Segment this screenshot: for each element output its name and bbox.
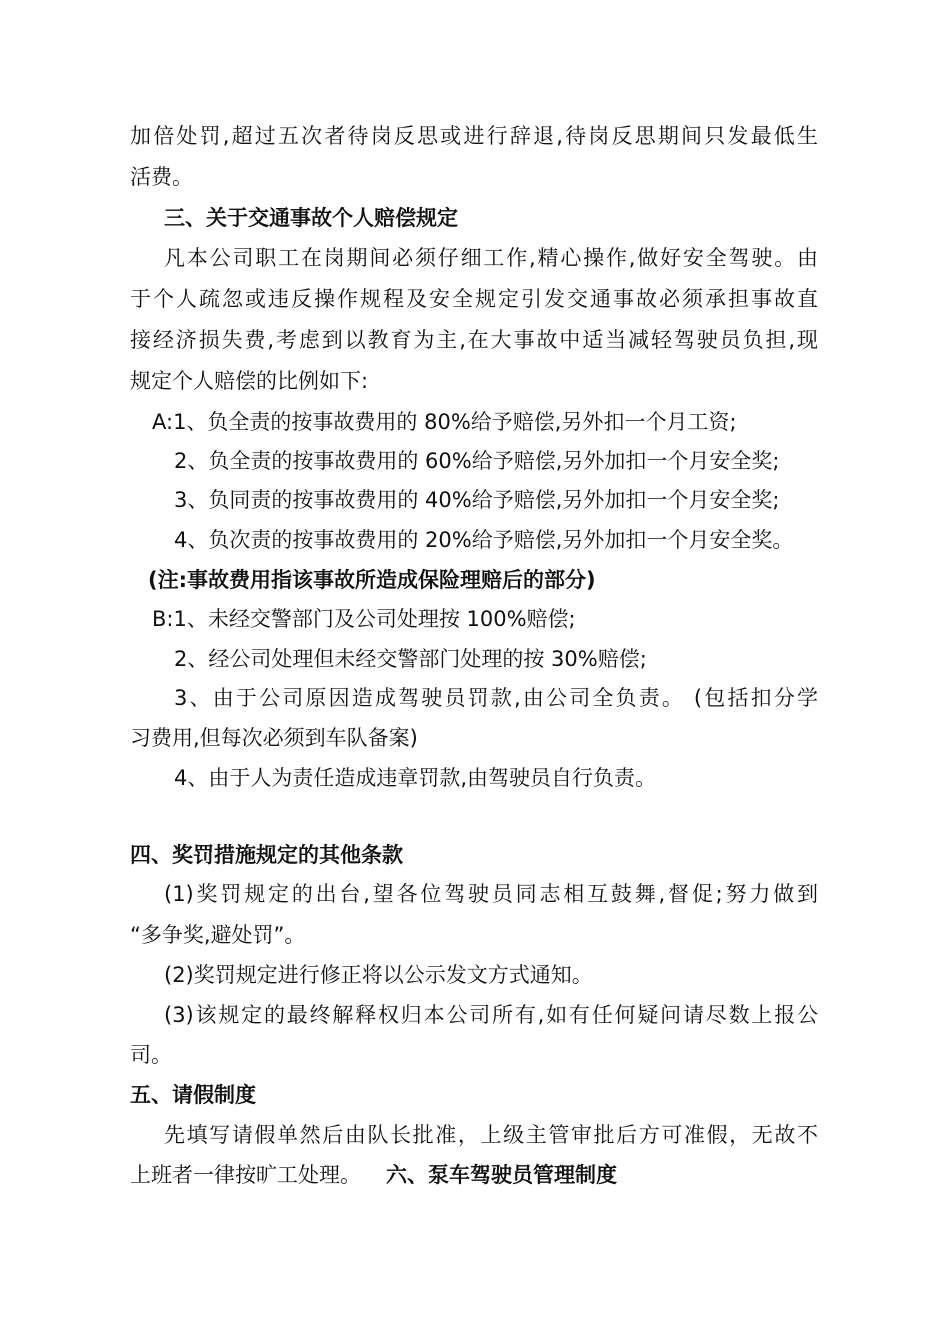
section-heading-3: 三、关于交通事故个人赔偿规定 [164,206,458,230]
list-item: A:1、负全责的按事故费用的 80%给予赔偿,另外扣一个月工资; [152,410,737,434]
paragraph-line: 习费用,但每次必须到车队备案) [130,726,418,750]
paragraph-line: 司。 [130,1043,172,1067]
paragraph-line: 规定个人赔偿的比例如下: [130,369,369,393]
list-item: (1)奖罚规定的出台,望各位驾驶员同志相互鼓舞,督促;努力做到 [164,882,818,906]
list-item: B:1、未经交警部门及公司处理按 100%赔偿; [152,607,576,631]
section-heading-6: 六、泵车驾驶员管理制度 [386,1163,617,1187]
list-item: 2、经公司处理但未经交警部门处理的按 30%赔偿; [174,647,647,671]
list-item: (2)奖罚规定进行修正将以公示发文方式通知。 [164,963,593,987]
paragraph-line: 接经济损失费,考虑到以教育为主,在大事故中适当减轻驾驶员负担,现 [130,328,818,352]
list-item: 3、由于公司原因造成驾驶员罚款,由公司全负责。 (包括扣分学 [174,686,818,710]
paragraph-line: 于个人疏忽或违反操作规程及安全规定引发交通事故必须承担事故直 [130,287,818,311]
paragraph-line: 先填写请假单然后由队长批准，上级主管审批后方可准假，无故不 [164,1123,818,1147]
paragraph-line: 上班者一律按旷工处理。 [130,1163,361,1187]
paragraph-line: “多争奖,避处罚”。 [130,923,306,947]
list-item: 4、负次责的按事故费用的 20%给予赔偿,另外加扣一个月安全奖。 [174,528,794,552]
paragraph-line: 加倍处罚,超过五次者待岗反思或进行辞退,待岗反思期间只发最低生 [130,124,818,148]
paragraph-line: 活费。 [130,165,193,189]
list-item: 2、负全责的按事故费用的 60%给予赔偿,另外加扣一个月安全奖; [174,449,780,473]
list-item: 4、由于人为责任造成违章罚款,由驾驶员自行负责。 [174,766,657,790]
section-heading-5: 五、请假制度 [130,1083,256,1107]
list-item: (3)该规定的最终解释权归本公司所有,如有任何疑问请尽数上报公 [164,1003,818,1027]
section-heading-4: 四、奖罚措施规定的其他条款 [130,843,403,867]
list-item: 3、负同责的按事故费用的 40%给予赔偿,另外加扣一个月安全奖; [174,488,780,512]
note-line: (注:事故费用指该事故所造成保险理赔后的部分) [148,568,596,592]
paragraph-line: 凡本公司职工在岗期间必须仔细工作,精心操作,做好安全驾驶。由 [164,246,818,270]
